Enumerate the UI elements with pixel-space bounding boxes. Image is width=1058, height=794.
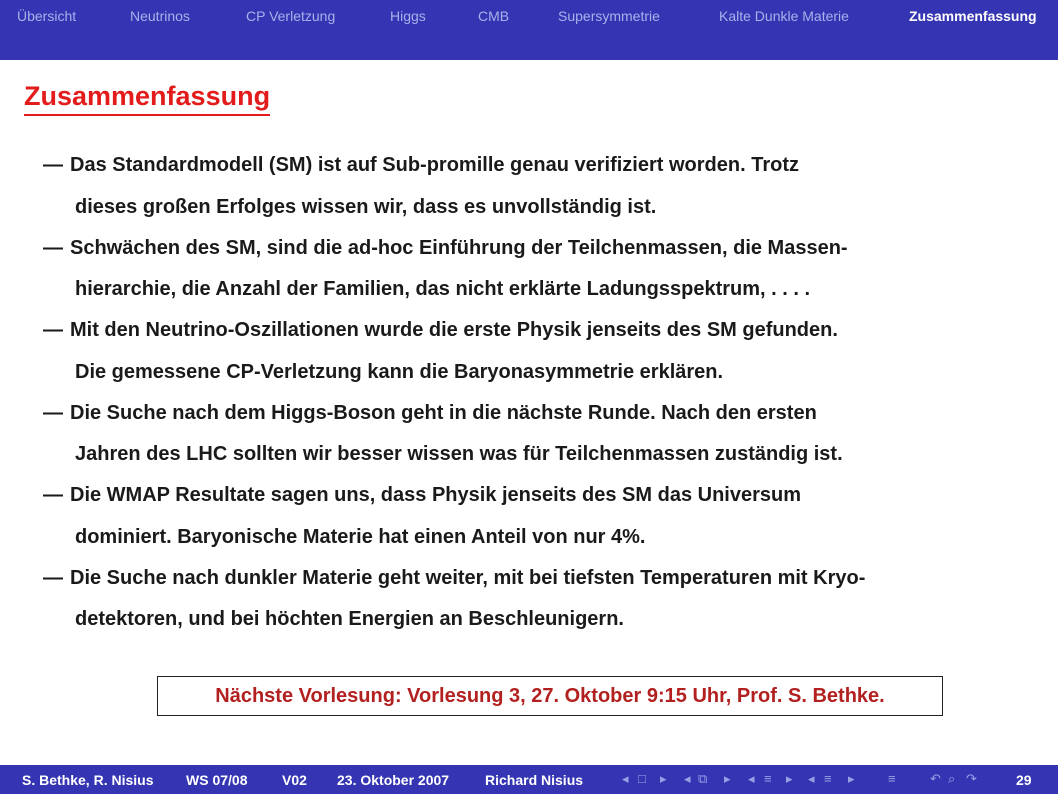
nav-item-uebersicht[interactable]: Übersicht (17, 8, 77, 24)
subsection-icon[interactable]: ⧉ (698, 771, 708, 786)
bullet-text-line1: Schwächen des SM, sind die ad-hoc Einführung der Teilchenmassen, die Massen- (70, 236, 848, 259)
footer-bar (0, 765, 1058, 794)
bullet-text-line1: Das Standardmodell (SM) ist auf Sub-promille genau verifiziert worden. Trotz (70, 154, 799, 176)
section-next-icon[interactable]: ▸ (786, 771, 793, 786)
frame-next-icon[interactable]: ▸ (660, 771, 667, 786)
top-navigation-bar (0, 0, 1058, 60)
bullet-text-line2: dominiert. Baryonische Materie hat einen Anteil von nur 4%. (75, 525, 646, 548)
bullet-marker: — (43, 401, 63, 424)
next-lecture-box: Nächste Vorlesung: Vorlesung 3, 27. Oktober 9:15 Uhr, Prof. S. Bethke. (157, 676, 943, 716)
bullet-text-line2: dieses großen Erfolges wissen wir, dass es unvollständig ist. (75, 195, 657, 218)
bullet-marker: — (43, 154, 63, 176)
nav-item-higgs[interactable]: Higgs (390, 8, 426, 24)
page-number: 29 (1016, 772, 1032, 788)
bullet-text-line2: detektoren, und bei höchten Energien an Beschleunigern. (75, 608, 624, 630)
bullet-text-line2: Die gemessene CP-Verletzung kann die Baryonasymmetrie erklären. (75, 360, 724, 383)
bullet-item (0, 228, 1058, 311)
subsection-prev-icon[interactable]: ◂ (684, 771, 691, 786)
part-next-icon[interactable]: ▸ (848, 771, 855, 786)
nav-item-cmb[interactable]: CMB (478, 8, 510, 24)
slide-title: Zusammenfassung (24, 80, 270, 116)
search-icon[interactable]: ⌕ (948, 771, 956, 786)
nav-item-neutrinos[interactable]: Neutrinos (130, 8, 190, 24)
frame-icon[interactable]: □ (638, 771, 646, 786)
nav-item-cp-verletzung[interactable]: CP Verletzung (246, 8, 336, 24)
section-icon[interactable]: ≡ (764, 771, 772, 786)
bullet-text-line1: Die Suche nach dem Higgs-Boson geht in die nächste Runde. Nach den ersten (70, 401, 817, 424)
bullet-marker: — (43, 484, 63, 506)
bullet-item (0, 558, 1058, 641)
nav-item-supersymmetrie[interactable]: Supersymmetrie (558, 8, 660, 24)
bullet-item (0, 310, 1058, 393)
bullet-item (0, 393, 1058, 476)
footer-authors: S. Bethke, R. Nisius (22, 772, 154, 788)
frame-prev-icon[interactable]: ◂ (622, 771, 629, 786)
back-icon[interactable]: ↶ (930, 771, 941, 786)
footer-semester: WS 07/08 (186, 772, 248, 788)
bullet-text-line1: Die Suche nach dunkler Materie geht weiter, mit bei tiefsten Temperaturen mit Kryo- (70, 566, 866, 589)
bullet-text-line2: Jahren des LHC sollten wir besser wissen was für Teilchenmassen zuständig ist. (75, 443, 843, 465)
bullet-item (0, 145, 1058, 228)
bullet-marker: — (43, 566, 63, 589)
footer-date: 23. Oktober 2007 (337, 772, 450, 788)
bullet-text-line1: Mit den Neutrino-Oszillationen wurde die erste Physik jenseits des SM gefunden. (70, 319, 838, 341)
forward-icon[interactable]: ↷ (966, 771, 977, 786)
bullet-text-line1: Die WMAP Resultate sagen uns, dass Physik jenseits des SM das Universum (70, 484, 801, 506)
bullet-marker: — (43, 319, 63, 341)
nav-item-zusammenfassung[interactable]: Zusammenfassung (909, 8, 1037, 24)
part-prev-icon[interactable]: ◂ (808, 771, 815, 786)
nav-item-kalte-dunkle-materie[interactable]: Kalte Dunkle Materie (719, 8, 849, 24)
bullet-text-line2: hierarchie, die Anzahl der Familien, das nicht erklärte Ladungsspektrum, . . . . (75, 278, 811, 300)
footer-version: V02 (282, 772, 307, 788)
subsection-next-icon[interactable]: ▸ (724, 771, 731, 786)
bullet-marker: — (43, 236, 63, 259)
toc-icon[interactable]: ≡ (888, 771, 896, 786)
part-icon[interactable]: ≡ (824, 771, 832, 786)
summary-bullet-list (0, 145, 1058, 640)
section-prev-icon[interactable]: ◂ (748, 771, 755, 786)
bullet-item (0, 475, 1058, 558)
footer-presenter: Richard Nisius (485, 772, 584, 788)
